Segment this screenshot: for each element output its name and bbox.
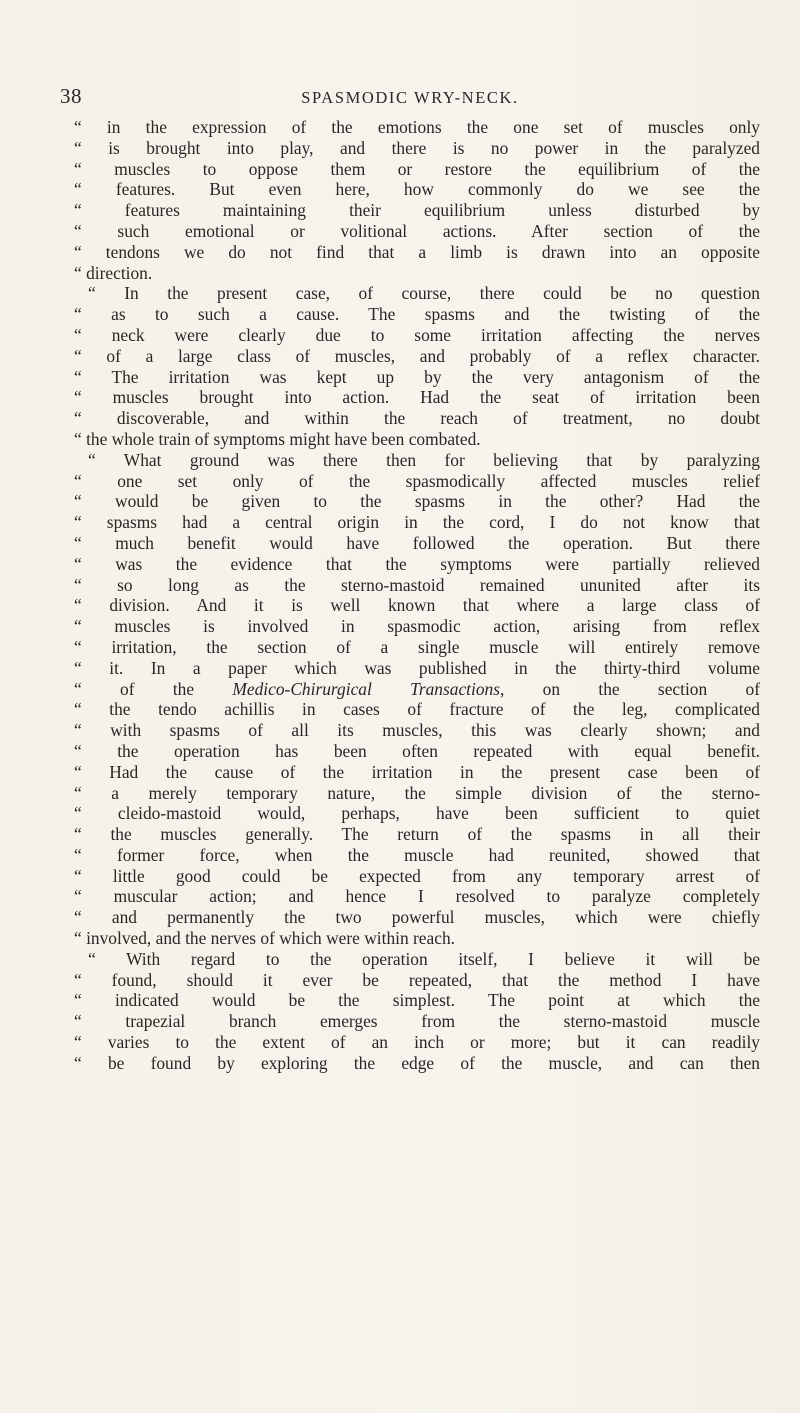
text-line: “ varies to the extent of an inch or more; but it can readily bbox=[74, 1032, 760, 1053]
text-line bbox=[74, 679, 760, 700]
text-line: “ Had the cause of the irritation in the present case been of bbox=[74, 761, 760, 782]
text-line: “ little good could be expected from any temporary arrest of bbox=[74, 865, 760, 886]
text-line: “ the tendo achillis in cases of fracture of the leg, complicated bbox=[74, 699, 760, 720]
text-line: “ is brought into play, and there is no power in the paralyzed bbox=[74, 137, 760, 158]
text-line: “ What ground was there then for believing that by paralyzing bbox=[88, 449, 760, 470]
text-line: “ the muscles generally. The return of the spasms in all their bbox=[74, 824, 760, 845]
text-line: “ much benefit would have followed the operation. But there bbox=[74, 532, 760, 553]
text-line: “ so long as the sterno-mastoid remained ununited after its bbox=[74, 574, 760, 595]
text-line: “ was the evidence that the symptoms were partially relieved bbox=[74, 553, 760, 574]
text-line: “ with spasms of all its muscles, this was clearly shown; and bbox=[74, 720, 760, 741]
text-line: “ as to such a cause. The spasms and the twisting of the bbox=[74, 304, 760, 325]
text-line: “ such emotional or volitional actions. After section of the bbox=[74, 220, 760, 241]
text-line: “ found, should it ever be repeated, that the method I have bbox=[74, 969, 760, 990]
text-line: “ In the present case, of course, there could be no question bbox=[88, 283, 760, 304]
text-line: “ The irritation was kept up by the very antagonism of the bbox=[74, 366, 760, 387]
text-line: “ trapezial branch emerges from the sterno-mastoid muscle bbox=[74, 1011, 760, 1032]
page-number: 38 bbox=[60, 84, 82, 108]
text-line: “ direction. bbox=[74, 262, 153, 283]
text-line: “ the whole train of symptoms might have been combated. bbox=[74, 428, 481, 449]
text-line: “ features maintaining their equilibrium unless disturbed by bbox=[74, 200, 760, 221]
text-line: “ irritation, the section of a single muscle will entirely remove bbox=[74, 636, 760, 657]
text-line: “ muscular action; and hence I resolved to paralyze completely bbox=[74, 886, 760, 907]
running-head: SPASMODIC WRY-NECK. bbox=[301, 88, 519, 107]
text-line: “ one set only of the spasmodically affected muscles relief bbox=[74, 470, 760, 491]
text-line: “ tendons we do not find that a limb is drawn into an opposite bbox=[74, 241, 760, 262]
text-segment: , on the section of bbox=[500, 678, 760, 699]
text-line: “ With regard to the operation itself, I believe it will be bbox=[88, 948, 760, 969]
journal-title: Medico-Chirurgical Transactions bbox=[232, 678, 500, 699]
text-line: “ of a large class of muscles, and probably of a reflex character. bbox=[74, 345, 760, 366]
text-line: “ in the expression of the emotions the one set of muscles only bbox=[74, 117, 760, 137]
text-line: “ spasms had a central origin in the cord, I do not know that bbox=[74, 512, 760, 533]
text-line: “ it. In a paper which was published in the thirty-third volume bbox=[74, 657, 760, 678]
text-line: “ division. And it is well known that where a large class of bbox=[74, 595, 760, 616]
text-line: “ involved, and the nerves of which were within reach. bbox=[74, 928, 456, 949]
text-line: “ neck were clearly due to some irritation affecting the nerves bbox=[74, 324, 760, 345]
text-line: “ muscles is involved in spasmodic action, arising from reflex bbox=[74, 616, 760, 637]
text-line: “ cleido-mastoid would, perhaps, have been sufficient to quiet bbox=[74, 803, 760, 824]
text-line: “ former force, when the muscle had reunited, showed that bbox=[74, 844, 760, 865]
text-line: “ indicated would be the simplest. The point at which the bbox=[74, 990, 760, 1011]
text-line: “ the operation has been often repeated with equal benefit. bbox=[74, 740, 760, 761]
text-line: “ be found by exploring the edge of the muscle, and can then bbox=[74, 1052, 760, 1073]
text-line: “ and permanently the two powerful muscles, which were chiefly bbox=[74, 907, 760, 928]
text-line: “ muscles to oppose them or restore the equilibrium of the bbox=[74, 158, 760, 179]
body-text bbox=[74, 117, 760, 1074]
page-header bbox=[60, 84, 760, 114]
text-line: “ muscles brought into action. Had the seat of irritation been bbox=[74, 387, 760, 408]
text-line: “ features. But even here, how commonly do we see the bbox=[74, 179, 760, 200]
text-line: “ would be given to the spasms in the other? Had the bbox=[74, 491, 760, 512]
text-line: “ discoverable, and within the reach of treatment, no doubt bbox=[74, 408, 760, 429]
text-segment: “ of the bbox=[74, 678, 233, 699]
text-line: “ a merely temporary nature, the simple division of the sterno- bbox=[74, 782, 760, 803]
